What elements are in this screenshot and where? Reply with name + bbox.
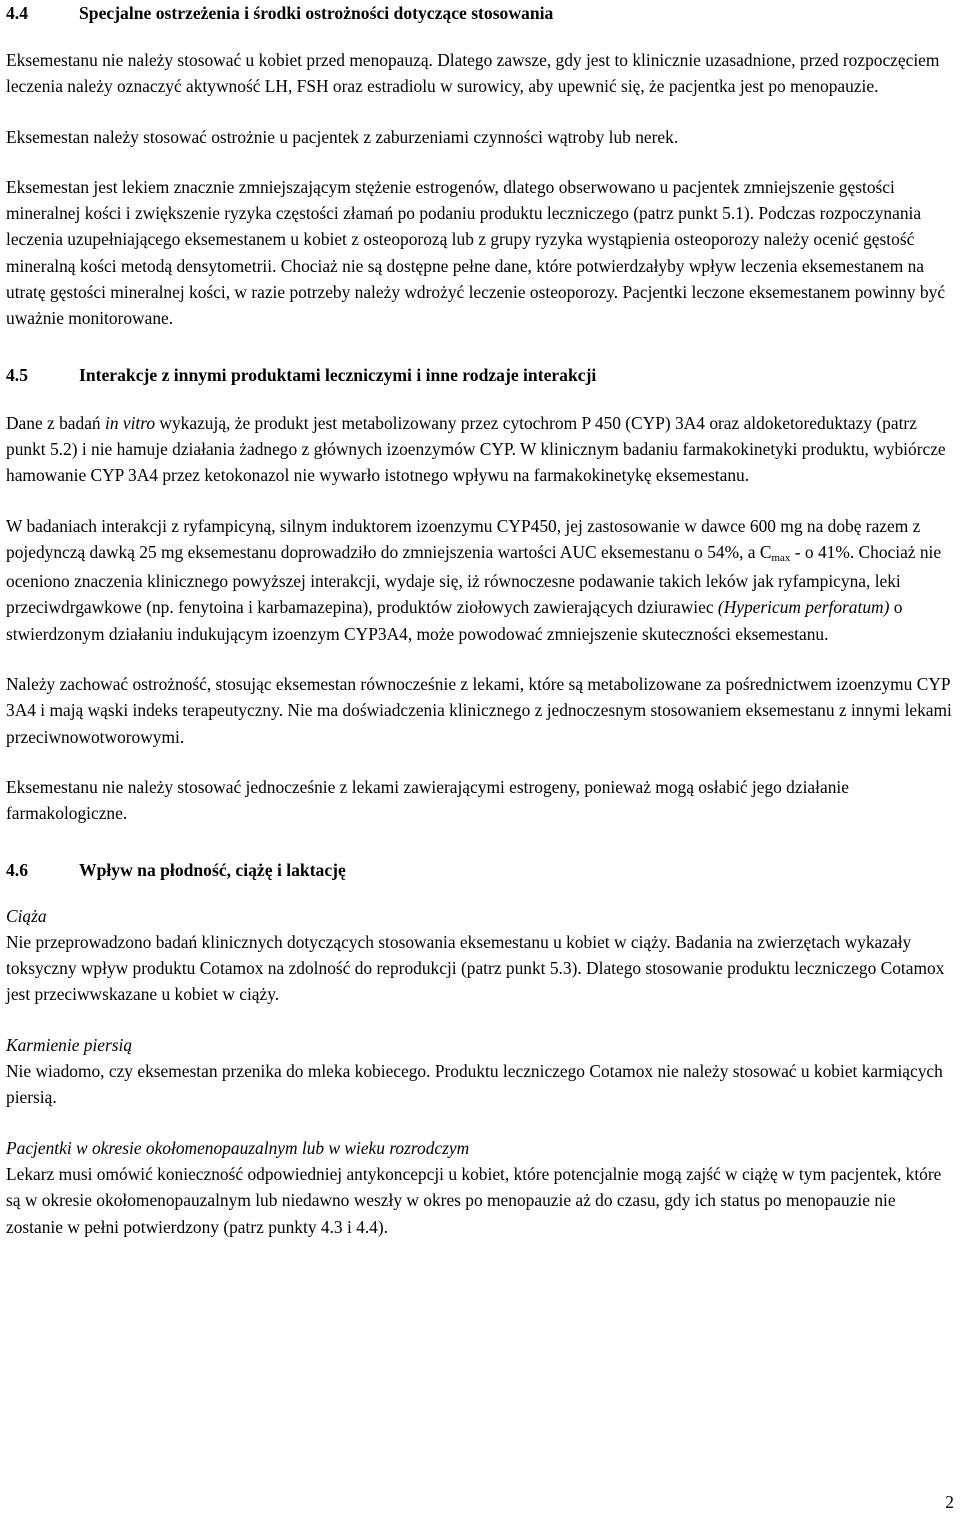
section-heading-4-5 xyxy=(6,362,956,388)
paragraph: Eksemestanu nie należy stosować u kobiet przed menopauzą. Dlatego zawsze, gdy jest to klinicznie uzasadnione, przed rozpoczęciem leczenia należy oznaczyć aktywność LH, FSH oraz estradiolu w surowicy, aby upewnić się, że pacjentka jest po menopauzie. xyxy=(6,50,940,97)
section-number: 4.6 xyxy=(6,859,28,880)
text-run: W badaniach interakcji z ryfampicyną, silnym induktorem izoenzymu CYP450, jej zastosowanie w dawce 600 mg na dobę razem z pojedynczą dawką 25 mg eksemestanu doprowadziło do zmniejszenia wartości AUC eksemestanu o 54%, a C xyxy=(6,515,921,562)
section-title: Specjalne ostrzeżenia i środki ostrożności dotyczące stosowania xyxy=(79,3,554,23)
paragraph: Należy zachować ostrożność, stosując eksemestan równocześnie z lekami, które są metabolizowane za pośrednictwem izoenzymu CYP 3A4 i mają wąski indeks terapeutyczny. Nie ma doświadczenia klinicznego z jednoczesnym stosowaniem eksemestanu z innymi lekami przeciwnowotworowymi. xyxy=(6,674,952,747)
section-title: Interakcje z innymi produktami leczniczymi i inne rodzaje interakcji xyxy=(79,364,597,385)
text-run: wykazują, że produkt jest metabolizowany przez cytochrom P 450 (CYP) 3A4 oraz aldoketoreduktazy (patrz punkt 5.2) i nie hamuje działania żadnego z głównych izoenzymów CYP. W klinicznym badaniu farmakokinetyki produktu, wybiórcze hamowanie CYP 3A4 przez ketokonazol nie wywarło istotnego wpływu na farmakokinetykę eksemestanu. xyxy=(6,412,946,486)
paragraph: Nie przeprowadzono badań klinicznych dotyczących stosowania eksemestanu u kobiet w ciąży. Badania na zwierzętach wykazały toksyczny wpływ produktu Cotamox na zdolność do reprodukcji (patrz punkt 5.3). Dlatego stosowanie produktu leczniczego Cotamox jest przeciwwskazane u kobiet w ciąży. xyxy=(6,931,945,1005)
page-number: 2 xyxy=(945,1492,954,1512)
paragraph xyxy=(6,410,956,489)
italic-text: in vitro xyxy=(104,412,156,433)
text-run: o stwierdzonym działaniu indukującym izoenzym CYP3A4, może powodować zmniejszenie skuteczności eksemestanu. xyxy=(6,597,903,644)
paragraph: Eksemestan jest lekiem znacznie zmniejszającym stężenie estrogenów, dlatego obserwowano u pacjentek zmniejszenie gęstości mineralnej kości i zwiększenie ryzyka częstości złamań po podaniu produktu leczniczego (patrz punkt 5.1). Podczas rozpoczynania leczenia uzupełniającego eksemestanem u kobiet z osteoporozą lub z grupy ryzyka wystąpienia osteoporozy należy ocenić gęstość mineralną kości metodą densytometrii. Chociaż nie są dostępne pełne dane, które potwierdzałyby wpływ leczenia eksemestanem na utratę gęstości mineralnej kości, w razie potrzeby należy wdrożyć leczenie osteoporozy. Pacjentki leczone eksemestanem powinny być uważnie monitorowane. xyxy=(6,176,946,329)
paragraph: Nie wiadomo, czy eksemestan przenika do mleka kobiecego. Produktu leczniczego Cotamox nie należy stosować u kobiet karmiących piersią. xyxy=(6,1061,943,1108)
section-number: 4.5 xyxy=(6,364,28,385)
paragraph xyxy=(6,513,956,647)
paragraph: Eksemestanu nie należy stosować jednocześnie z lekami zawierającymi estrogeny, ponieważ mogą osłabić jego działanie farmakologiczne. xyxy=(6,776,849,824)
italic-text: (Hypericum perforatum) xyxy=(717,597,890,618)
section-heading-4-6 xyxy=(6,857,956,883)
text-run: Dane z badań xyxy=(6,412,105,433)
paragraph: Lekarz musi omówić konieczność odpowiedniej antykoncepcji u kobiet, które potencjalnie mogą zajść w ciążę w tym pacjentek, które są w okresie okołomenopauzalnym lub niedawno weszły w okres po menopauzie aż do czasu, gdy ich status po menopauzie nie zostanie w pełni potwierdzony (patrz punkty 4.3 i 4.4). xyxy=(6,1163,942,1237)
paragraph: Eksemestan należy stosować ostrożnie u pacjentek z zaburzeniami czynności wątroby lub nerek. xyxy=(6,126,679,147)
text-run: - o 41%. Chociaż nie oceniono znaczenia klinicznego powyższej interakcji, wydaje się, iż równoczesne podawanie takich leków jak ryfampicyna, leki przeciwdrgawkowe (np. fenytoina i karbamazepina), produktów ziołowych zawierających dziurawiec xyxy=(6,541,942,618)
subscript: max xyxy=(771,551,791,564)
document-page xyxy=(6,0,956,1240)
section-title: Wpływ na płodność, ciążę i laktację xyxy=(79,859,346,880)
section-number: 4.4 xyxy=(6,3,28,23)
section-heading-4-4 xyxy=(6,0,956,26)
subsection-title: Pacjentki w okresie okołomenopauzalnym lub w wieku rozrodczym xyxy=(6,1137,470,1158)
subsection-title: Karmienie piersią xyxy=(6,1034,133,1055)
subsection-title: Ciąża xyxy=(6,905,47,926)
